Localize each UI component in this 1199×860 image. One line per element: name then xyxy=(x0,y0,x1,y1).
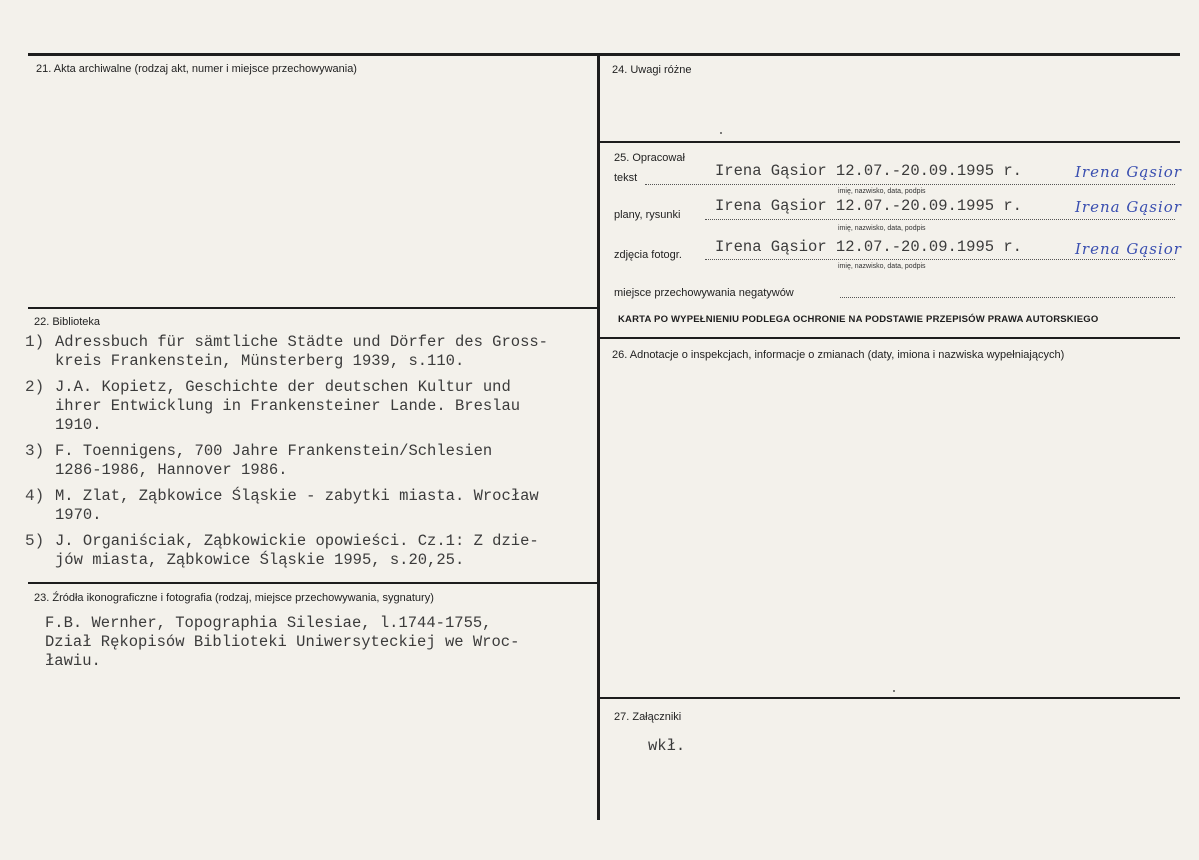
copyright-note: KARTA PO WYPEŁNIENIU PODLEGA OCHRONIE NA PODSTAWIE PRZEPISÓW PRAWA AUTORSKIEGO xyxy=(618,314,1099,325)
author-date: Irena Gąsior 12.07.-20.09.1995 r. xyxy=(715,162,1022,180)
rule-26-27 xyxy=(598,697,1180,699)
entry-line: 1970. xyxy=(55,506,102,524)
entry-number: 3) xyxy=(25,442,45,460)
iconography-line: Dział Rękopisów Biblioteki Uniwersyteckiej we Wroc- xyxy=(45,633,520,651)
row-label-zdjecia: zdjęcia fotogr. xyxy=(614,249,682,261)
attachments-value: wkł. xyxy=(648,737,686,755)
section-23-label: 23. Źródła ikonograficzne i fotografia (rodzaj, miejsce przechowywania, sygnatury) xyxy=(34,592,434,604)
entry-line: 1910. xyxy=(55,416,102,434)
section-27-label: 27. Załączniki xyxy=(614,711,682,723)
iconography-line: ławiu. xyxy=(45,652,101,670)
entry-line: Adressbuch für sämtliche Städte und Dörfer des Gross- xyxy=(55,333,548,351)
entry-line: J. Organiściak, Ząbkowickie opowieści. Cz.1: Z dzie- xyxy=(55,532,539,550)
signature: Irena Gąsior xyxy=(1075,198,1182,216)
row-label-tekst: tekst xyxy=(614,172,638,184)
negatives-label: miejsce przechowywania negatywów xyxy=(614,287,794,299)
entry-line: M. Zlat, Ząbkowice Śląskie - zabytki miasta. Wrocław xyxy=(55,487,539,505)
entry-line: kreis Frankenstein, Münsterberg 1939, s.110. xyxy=(55,352,465,370)
caption: imię, nazwisko, data, podpis xyxy=(838,263,926,270)
rule-22-23 xyxy=(28,582,598,584)
top-rule xyxy=(28,53,1180,56)
entry-line: jów miasta, Ząbkowice Śląskie 1995, s.20,25. xyxy=(55,551,465,569)
bibliography-entry xyxy=(25,378,595,435)
iconography-line: F.B. Wernher, Topographia Silesiae, l.1744-1755, xyxy=(45,614,492,632)
caption: imię, nazwisko, data, podpis xyxy=(838,188,926,195)
bibliography-list xyxy=(25,333,595,577)
entry-number: 4) xyxy=(25,487,45,505)
bibliography-entry xyxy=(25,442,595,480)
signature: Irena Gąsior xyxy=(1075,163,1182,181)
fill-line xyxy=(705,259,1175,260)
speck xyxy=(893,690,895,692)
rule-21-22 xyxy=(28,307,598,309)
section-26-label: 26. Adnotacje o inspekcjach, informacje o zmianach (daty, imiona i nazwiska wypełniających) xyxy=(612,349,1065,361)
bibliography-entry xyxy=(25,333,595,371)
entry-line: 1286-1986, Hannover 1986. xyxy=(55,461,288,479)
fill-line xyxy=(645,184,1175,185)
section-21-label: 21. Akta archiwalne (rodzaj akt, numer i miejsce przechowywania) xyxy=(36,63,357,75)
entry-number: 5) xyxy=(25,532,45,550)
fill-line xyxy=(840,297,1175,298)
entry-line: J.A. Kopietz, Geschichte der deutschen Kultur und xyxy=(55,378,511,396)
author-date: Irena Gąsior 12.07.-20.09.1995 r. xyxy=(715,238,1022,256)
caption: imię, nazwisko, data, podpis xyxy=(838,225,926,232)
section-25-label: 25. Opracował xyxy=(614,152,685,164)
section-22-label: 22. Biblioteka xyxy=(34,316,101,328)
fill-line xyxy=(705,219,1175,220)
bibliography-entry xyxy=(25,532,595,570)
entry-line: F. Toennigens, 700 Jahre Frankenstein/Schlesien xyxy=(55,442,493,460)
rule-24-25 xyxy=(598,141,1180,143)
entry-number: 2) xyxy=(25,378,45,396)
entry-line: ihrer Entwicklung in Frankensteiner Lande. Breslau xyxy=(55,397,521,415)
entry-number: 1) xyxy=(25,333,45,351)
center-rule xyxy=(597,53,600,820)
signature: Irena Gąsior xyxy=(1075,240,1182,258)
rule-25-26 xyxy=(598,337,1180,339)
speck xyxy=(720,132,722,134)
section-24-label: 24. Uwagi różne xyxy=(612,64,692,76)
author-date: Irena Gąsior 12.07.-20.09.1995 r. xyxy=(715,197,1022,215)
bibliography-entry xyxy=(25,487,595,525)
row-label-plany: plany, rysunki xyxy=(614,209,681,221)
